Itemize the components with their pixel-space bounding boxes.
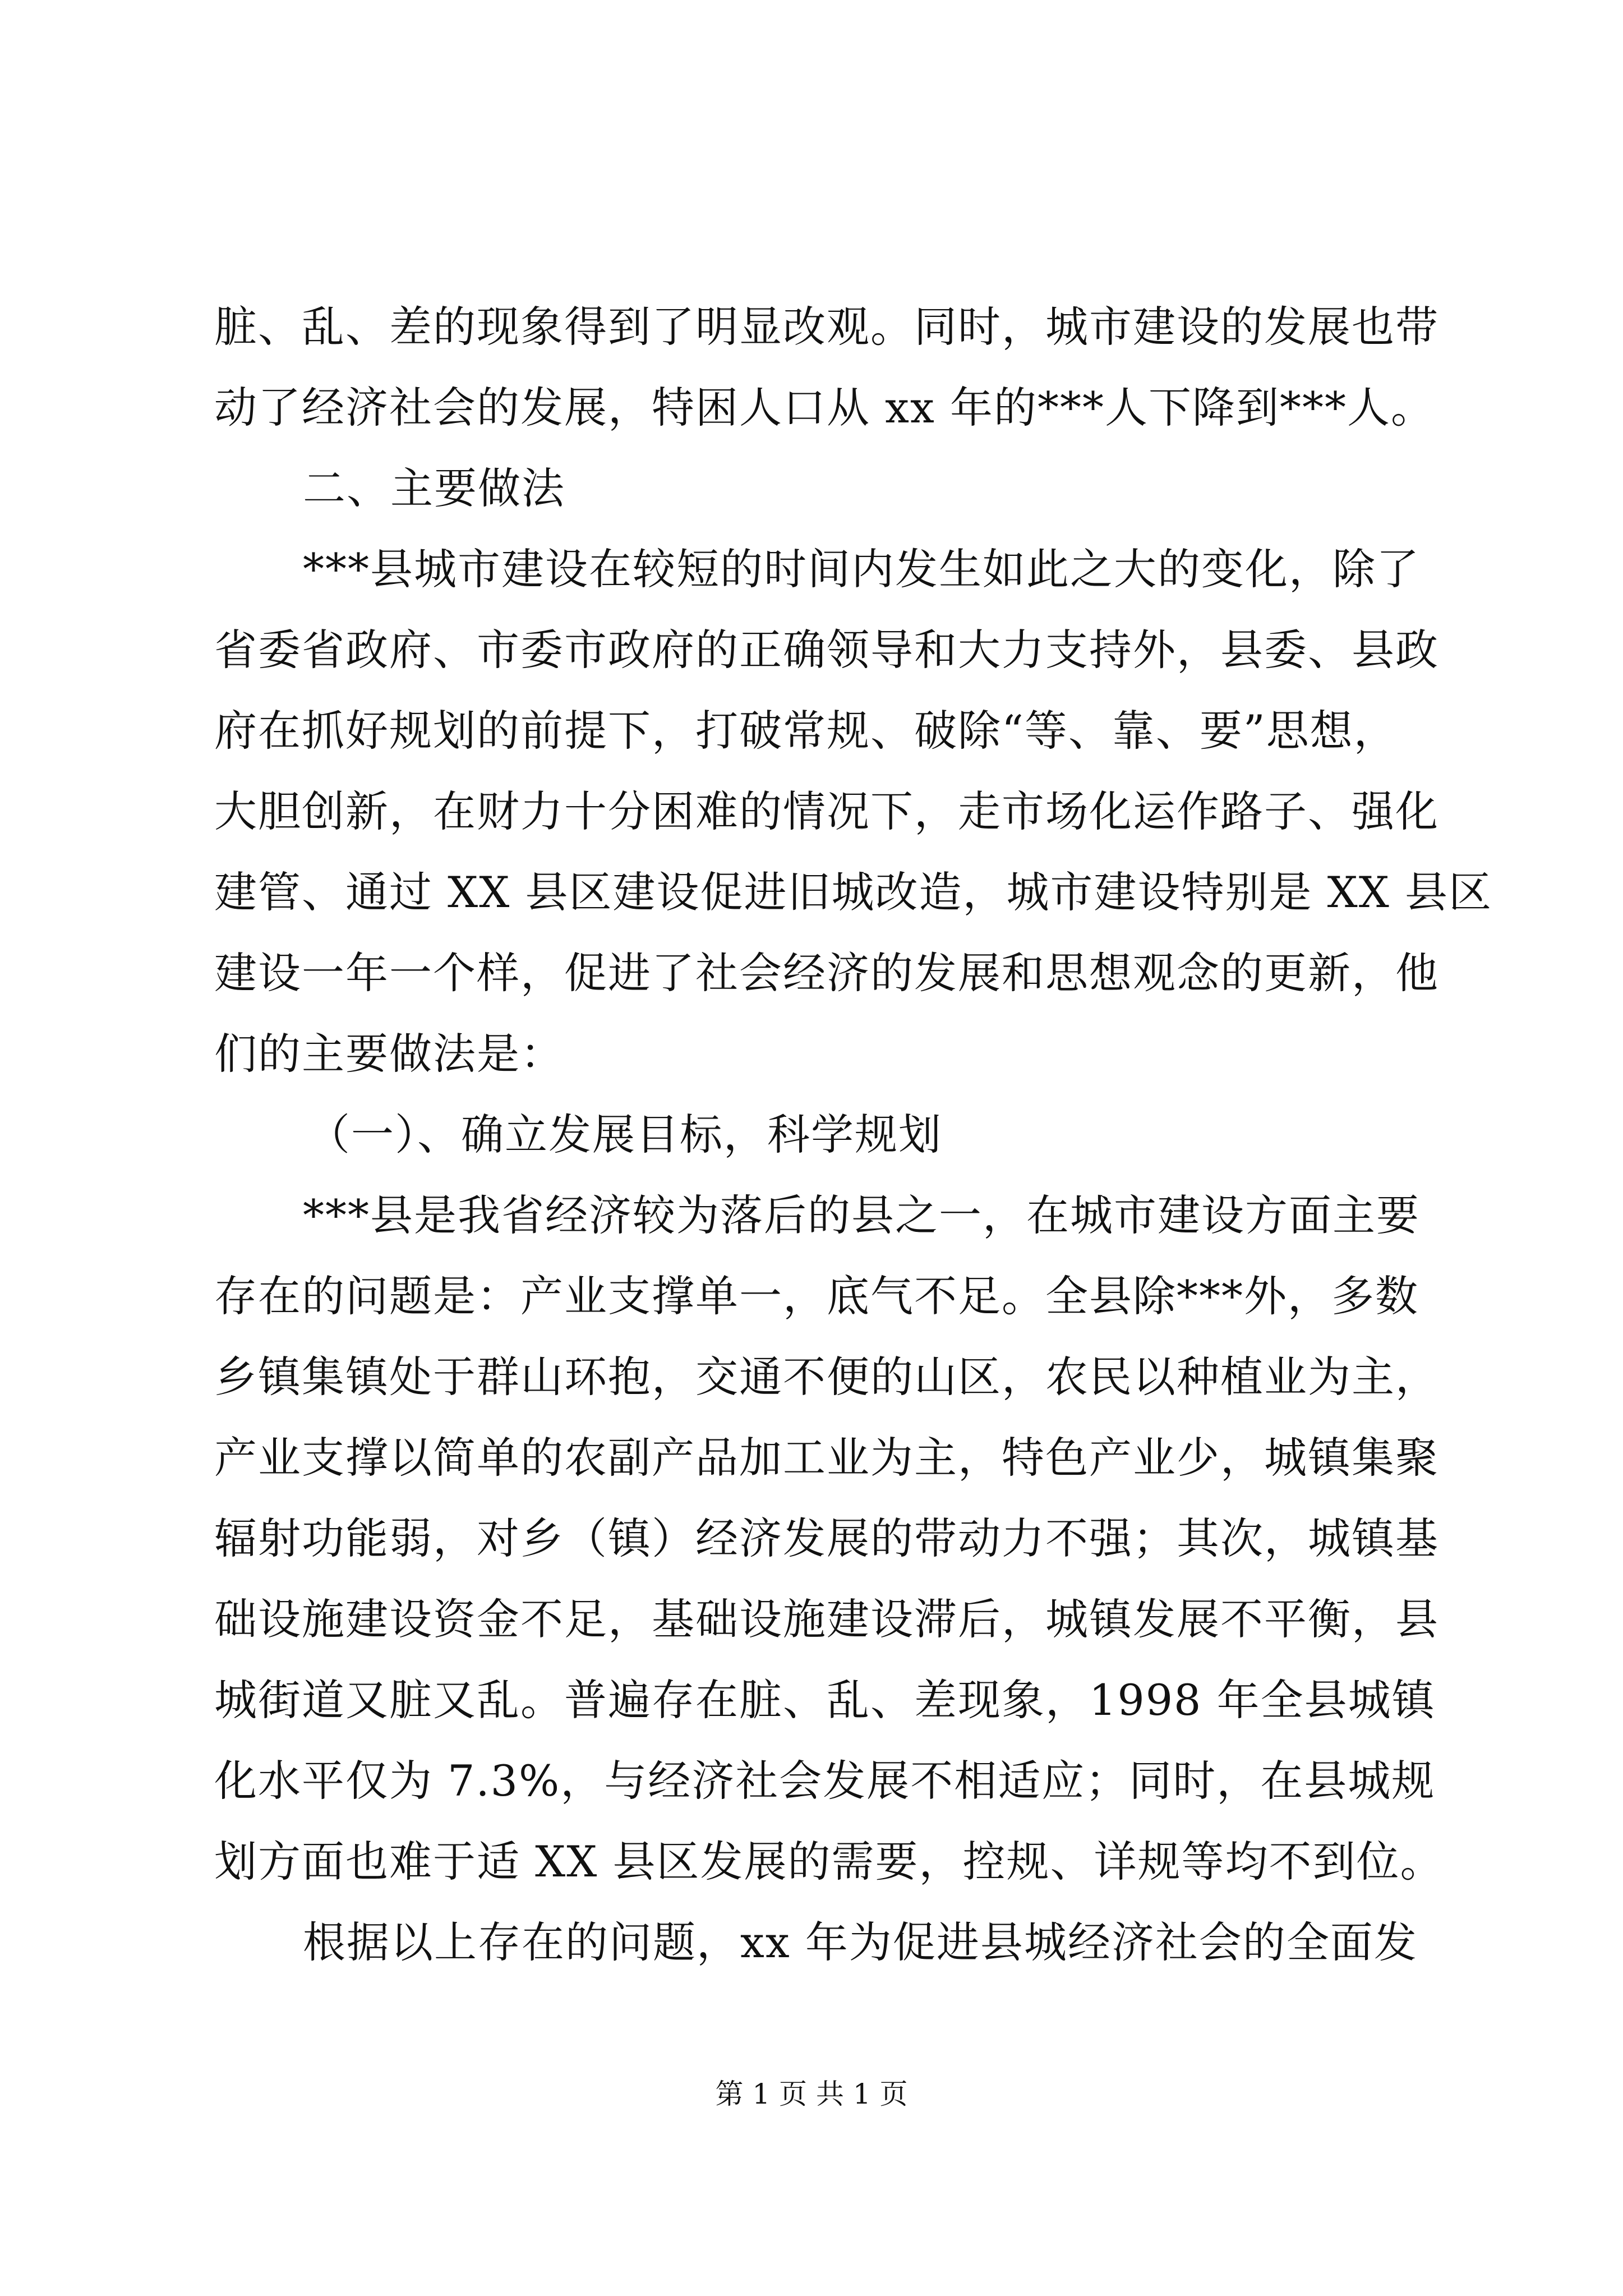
body-text-line: 础设施建设资金不足，基础设施建设滞后，城镇发展不平衡，县 — [214, 1594, 1439, 1644]
body-text-line: 建管、通过 XX 县区建设促进旧城改造，城市建设特别是 XX 县区 — [214, 867, 1493, 917]
page-number-footer: 第 1 页 共 1 页 — [715, 2078, 908, 2110]
paragraph-first-line: ***县是我省经济较为落后的县之一，在城市建设方面主要 — [303, 1190, 1420, 1240]
body-text-line: 动了经济社会的发展，特困人口从 xx 年的***人下降到***人。 — [214, 383, 1435, 432]
body-text-line: 省委省政府、市委市政府的正确领导和大力支持外，县委、县政 — [214, 625, 1439, 675]
body-text-line: 化水平仅为 7.3%，与经济社会发展不相适应；同时，在县城规 — [214, 1756, 1436, 1806]
body-text-line: 建设一年一个样，促进了社会经济的发展和思想观念的更新，他 — [214, 948, 1439, 998]
paragraph-first-line: ***县城市建设在较短的时间内发生如此之大的变化，除了 — [303, 544, 1420, 594]
body-text-line: 们的主要做法是： — [214, 1029, 564, 1079]
body-text-line: 产业支撑以简单的农副产品加工业为主，特色产业少，城镇集聚 — [214, 1433, 1439, 1483]
body-text-line: 划方面也难于适 XX 县区发展的需要，控规、详规等均不到位。 — [214, 1837, 1444, 1887]
body-text-line: 辐射功能弱，对乡（镇）经济发展的带动力不强；其次，城镇基 — [214, 1513, 1439, 1563]
body-text-line: 乡镇集镇处于群山环抱，交通不便的山区，农民以种植业为主， — [214, 1352, 1439, 1402]
body-text-line: 大胆创新，在财力十分困难的情况下，走市场化运作路子、强化 — [214, 786, 1439, 836]
paragraph-first-line: 根据以上存在的问题，xx 年为促进县城经济社会的全面发 — [303, 1917, 1418, 1967]
body-text-line: 存在的问题是：产业支撑单一，底气不足。全县除***外，多数 — [214, 1271, 1419, 1321]
body-text-line: 府在抓好规划的前提下，打破常规、破除“等、靠、要”思想， — [214, 706, 1398, 756]
body-text-line: 脏、乱、差的现象得到了明显改观。同时，城市建设的发展也带 — [214, 302, 1439, 352]
subsection-heading: （一）、确立发展目标，科学规划 — [307, 1110, 942, 1159]
section-heading: 二、主要做法 — [303, 463, 565, 513]
body-text-line: 城街道又脏又乱。普遍存在脏、乱、差现象，1998 年全县城镇 — [214, 1675, 1436, 1725]
